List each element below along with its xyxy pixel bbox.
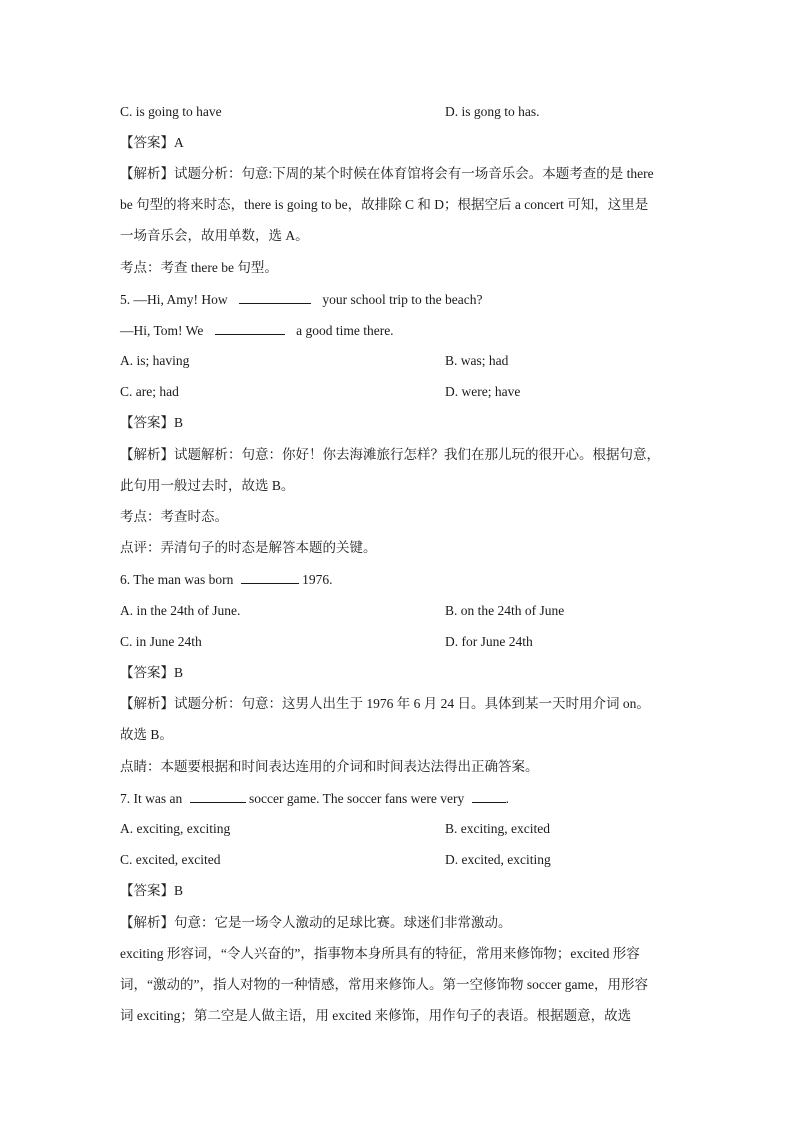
q5-kaodian: 考点：考查时态。 [120,509,228,524]
q6-blank [241,569,299,584]
q7-option-b: B. exciting, excited [445,821,550,836]
q7-option-a: A. exciting, exciting [120,821,231,836]
q5-text-c: —Hi, Tom! We [120,323,204,338]
q5-analysis-line-2: 此句用一般过去时，故选 B。 [120,478,295,493]
q5-option-d: D. were; have [445,384,521,399]
q7-blank-1 [190,788,246,803]
q5-option-c: C. are; had [120,384,179,399]
q6-answer: 【答案】B [120,665,184,680]
q6-question-line [120,569,332,590]
q5-option-b: B. was; had [445,353,509,368]
q6-text-a: 6. The man was born [120,572,234,587]
q6-analysis-line-2: 故选 B。 [120,727,173,742]
q6-option-a: A. in the 24th of June. [120,603,241,618]
q6-dianjing: 点睛：本题要根据和时间表达连用的介词和时间表达法得出正确答案。 [120,759,539,774]
q4-answer: 【答案】A [120,135,184,150]
q4-option-d: D. is gong to has. [445,104,540,119]
q6-option-d: D. for June 24th [445,634,533,649]
q6-option-c: C. in June 24th [120,634,202,649]
q6-text-b: 1976. [302,572,333,587]
q5-text-d: a good time there. [296,323,394,338]
q7-text-b: soccer game. The soccer fans were very [248,791,465,806]
q6-analysis-line-1: 【解析】试题分析：句意：这男人出生于 1976 年 6 月 24 日。具体到某一天时用介词 on。 [120,696,650,711]
q7-option-d: D. excited, exciting [445,852,551,867]
q7-question-line [120,788,509,809]
q7-analysis-line-3: 词，“激动的”，指人对物的一种情感，常用来修饰人。第一空修饰物 soccer game，用形容 [120,977,648,992]
q7-answer: 【答案】B [120,883,184,898]
q5-question-line-2 [120,320,394,341]
q4-analysis-line-1: 【解析】试题分析：句意:下周的某个时候在体育馆将会有一场音乐会。本题考查的是 there [120,166,654,181]
q4-analysis-line-2: be 句型的将来时态，there is going to be，故排除 C 和 D；根据空后 a concert 可知，这里是 [120,197,649,212]
q5-blank-2 [215,320,285,335]
q5-analysis-line-1: 【解析】试题解析：句意：你好！你去海滩旅行怎样？我们在那儿玩的很开心。根据句意， [120,447,660,462]
q5-blank-1 [239,289,311,304]
q7-text-a: 7. It was an [120,791,183,806]
q7-analysis-line-1: 【解析】句意：它是一场令人激动的足球比赛。球迷们非常激动。 [120,915,512,930]
q7-text-c: . [505,791,509,806]
q5-question-line-1 [120,289,482,310]
q7-blank-2 [472,788,506,803]
q5-dianping: 点评：弄清句子的时态是解答本题的关键。 [120,540,377,555]
q7-analysis-line-4: 词 exciting；第二空是人做主语，用 excited 来修饰，用作句子的表语。根据题意，故选 [120,1008,632,1023]
q5-option-a: A. is; having [120,353,190,368]
q6-option-b: B. on the 24th of June [445,603,565,618]
q4-kaodian: 考点：考查 there be 句型。 [120,260,278,275]
q5-answer: 【答案】B [120,415,184,430]
q7-analysis-line-2: exciting 形容词，“令人兴奋的”，指事物本身所具有的特征，常用来修饰物；excited 形容 [120,946,640,961]
q5-text-b: your school trip to the beach? [322,292,483,307]
q7-option-c: C. excited, excited [120,852,221,867]
q4-option-c: C. is going to have [120,104,222,119]
q4-analysis-line-3: 一场音乐会，故用单数，选 A。 [120,228,309,243]
q5-text-a: 5. —Hi, Amy! How [120,292,228,307]
